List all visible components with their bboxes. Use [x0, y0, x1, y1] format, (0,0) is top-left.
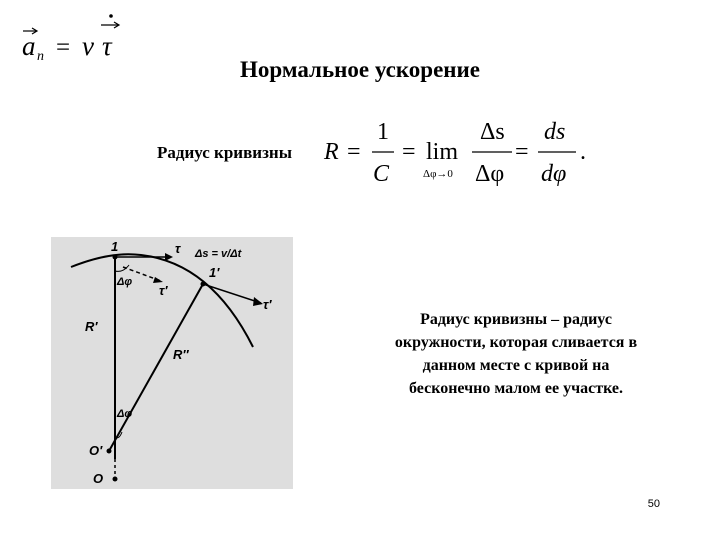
formula-lim-subscript: Δφ→0 [423, 168, 453, 180]
formula-R: R [324, 139, 339, 165]
formula-a: a [22, 31, 36, 61]
normal-acceleration-formula [20, 10, 130, 62]
formula-delta-phi: Δφ [475, 161, 505, 187]
label-delta-s: Δs = v/Δt [195, 248, 242, 260]
point-1 [113, 255, 118, 260]
formula-lim: lim [426, 139, 459, 165]
definition-line: данном месте с кривой на [422, 357, 610, 374]
definition-text [362, 308, 670, 400]
formula-eq1: = [347, 139, 361, 165]
formula-dphi: dφ [541, 161, 567, 187]
definition-line: бесконечно малом ее участке. [409, 380, 623, 397]
label-tau-prime-right: τ′ [263, 297, 272, 312]
page-number: 50 [647, 498, 660, 510]
label-o-prime: O′ [89, 443, 103, 458]
curvature-diagram [51, 237, 293, 489]
radius-label: Радиус кривизны [157, 143, 292, 162]
radius-formula [322, 115, 592, 193]
label-point-1: 1 [111, 239, 119, 254]
label-delta-phi-top: Δφ [117, 276, 133, 288]
formula-period: . [580, 139, 586, 165]
formula-delta-s: Δs [480, 119, 505, 145]
diagram-background [51, 237, 293, 489]
formula-ds: ds [544, 119, 566, 145]
point-o-prime [107, 449, 112, 454]
formula-C: C [373, 161, 390, 187]
definition-line: Радиус кривизны – радиус [420, 311, 612, 328]
label-tau: τ [175, 241, 181, 256]
formula-one: 1 [377, 119, 389, 145]
label-point-1-prime: 1′ [209, 265, 220, 280]
formula-v: v [82, 31, 94, 61]
slide-title: Нормальное ускорение [240, 57, 480, 82]
definition-line: окружности, которая сливается в [394, 334, 638, 351]
formula-a-subscript: n [37, 49, 44, 62]
label-o: O [93, 471, 104, 486]
formula-eq2: = [402, 139, 416, 165]
label-tau-prime: τ′ [159, 283, 168, 298]
formula-equals: = [56, 34, 71, 61]
time-derivative-dot [109, 14, 113, 18]
formula-eq3: = [515, 139, 529, 165]
label-r-double-prime: R″ [173, 347, 189, 362]
point-o [113, 477, 118, 482]
formula-tau: τ [102, 31, 112, 61]
label-r-prime: R′ [85, 319, 98, 334]
point-1-prime [201, 282, 206, 287]
label-delta-phi-bottom: Δφ [117, 408, 133, 420]
